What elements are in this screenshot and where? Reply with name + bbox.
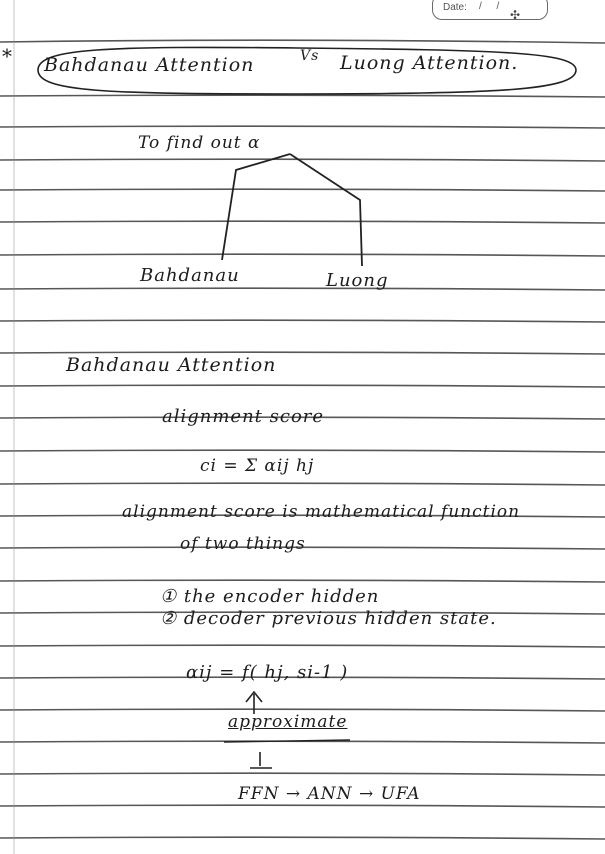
title-vs: Vs [300,48,320,64]
note-line-1: alignment score is mathematical function [122,502,521,522]
approx-divider [220,738,360,778]
tree-connector [210,140,380,280]
title-left: Bahdanau Attention [44,54,255,76]
date-label: Date: [443,2,467,13]
note-line-2: of two things [180,534,306,554]
title-bullet: * [2,44,13,68]
attention-equation: αij = f( hj, si-1 ) [186,662,349,683]
approx-label: approximate [228,712,348,732]
section-heading: Bahdanau Attention [66,354,277,376]
section-subheading: alignment score [162,406,325,427]
tree-right-leaf: Luong [326,270,389,291]
date-value: / / [479,1,506,12]
tree-root-label: To find out α [138,133,261,153]
formula: ci = Σ αij hj [200,456,315,476]
date-field [432,0,548,20]
tree-left-leaf: Bahdanau [140,265,240,286]
list-item: ② decoder previous hidden state. [160,608,497,629]
decoration-star-icon: ✣ [510,8,521,22]
model-chain: FFN → ANN → UFA [238,784,421,804]
list-item: ① the encoder hidden [160,586,380,607]
title-right: Luong Attention. [340,52,519,74]
